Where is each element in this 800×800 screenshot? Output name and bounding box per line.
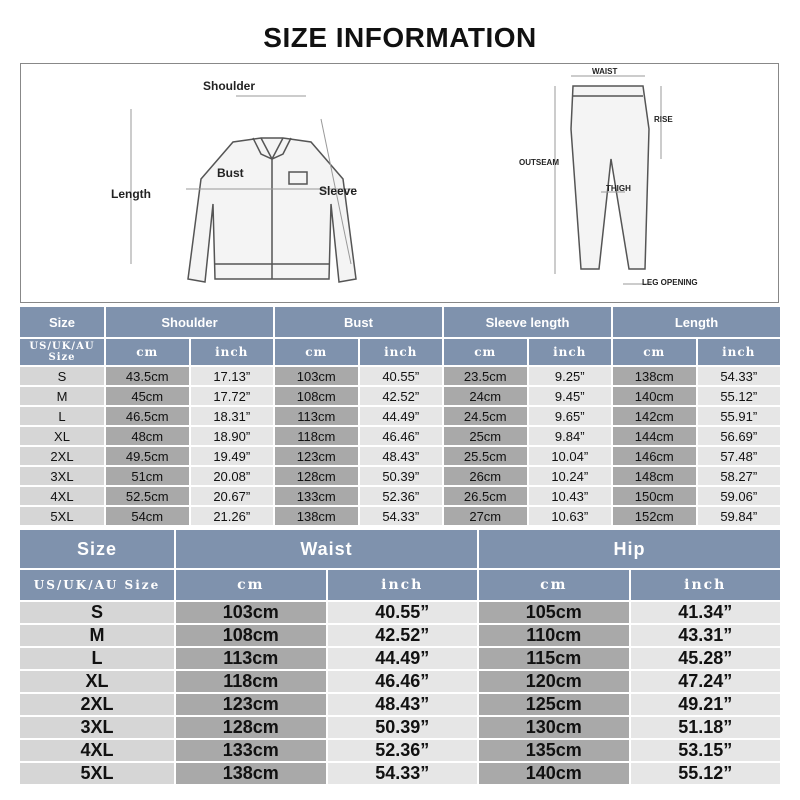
inch-value-cell: 20.67” (191, 487, 274, 505)
cm-value-cell: 110cm (479, 625, 629, 646)
length-label: Length (111, 187, 151, 201)
cm-value-cell: 128cm (275, 467, 358, 485)
cm-value-cell: 54cm (106, 507, 189, 525)
table-row (20, 507, 780, 525)
inch-value-cell: 54.33” (328, 763, 478, 784)
size-cell: M (20, 625, 174, 646)
inch-value-cell: 56.69” (698, 427, 781, 445)
waist-label: WAIST (592, 67, 618, 76)
table-row (20, 487, 780, 505)
cm-value-cell: 125cm (479, 694, 629, 715)
table-row (20, 387, 780, 405)
inch-value-cell: 52.36” (360, 487, 443, 505)
unit-cm: cm (176, 570, 326, 600)
size-cell: 3XL (20, 467, 104, 485)
inch-value-cell: 59.06” (698, 487, 781, 505)
page-title: SIZE INFORMATION (263, 22, 537, 53)
inch-value-cell: 52.36” (328, 740, 478, 761)
size-cell: M (20, 387, 104, 405)
inch-value-cell: 51.18” (631, 717, 781, 738)
sleeve-label: Sleeve (319, 184, 358, 198)
size-cell: 5XL (20, 763, 174, 784)
inch-value-cell: 17.13” (191, 367, 274, 385)
size-cell: 5XL (20, 507, 104, 525)
table-row (20, 740, 780, 761)
size-cell: XL (20, 427, 104, 445)
inch-value-cell: 40.55” (360, 367, 443, 385)
inch-value-cell: 20.08” (191, 467, 274, 485)
cm-value-cell: 24cm (444, 387, 527, 405)
unit-cm: cm (275, 339, 358, 365)
cm-value-cell: 105cm (479, 602, 629, 623)
inch-value-cell: 19.49” (191, 447, 274, 465)
cm-value-cell: 150cm (613, 487, 696, 505)
inch-value-cell: 55.12” (698, 387, 781, 405)
size-subheader: US/UK/AU Size (20, 339, 104, 365)
unit-cm: cm (444, 339, 527, 365)
cm-value-cell: 115cm (479, 648, 629, 669)
cm-value-cell: 113cm (176, 648, 326, 669)
inch-value-cell: 48.43” (328, 694, 478, 715)
cm-value-cell: 128cm (176, 717, 326, 738)
rise-label: RISE (654, 115, 673, 124)
shoulder-label: Shoulder (203, 79, 256, 93)
inch-value-cell: 9.84” (529, 427, 612, 445)
inch-value-cell: 54.33” (360, 507, 443, 525)
inch-value-cell: 21.26” (191, 507, 274, 525)
hip-header: Hip (479, 530, 780, 568)
cm-value-cell: 25cm (444, 427, 527, 445)
inch-value-cell: 59.84” (698, 507, 781, 525)
cm-value-cell: 148cm (613, 467, 696, 485)
unit-cm: cm (479, 570, 629, 600)
size-cell: 2XL (20, 447, 104, 465)
leg-opening-label: LEG OPENING (642, 278, 698, 287)
inch-value-cell: 40.55” (328, 602, 478, 623)
inch-value-cell: 57.48” (698, 447, 781, 465)
inch-value-cell: 17.72” (191, 387, 274, 405)
table-row (20, 717, 780, 738)
inch-value-cell: 10.24” (529, 467, 612, 485)
bust-label: Bust (217, 166, 244, 180)
size-cell: 4XL (20, 487, 104, 505)
size-diagram (20, 63, 779, 303)
unit-inch: inch (328, 570, 478, 600)
unit-inch: inch (360, 339, 443, 365)
cm-value-cell: 130cm (479, 717, 629, 738)
bust-header: Bust (275, 307, 442, 337)
inch-value-cell: 18.90” (191, 427, 274, 445)
top-size-table (18, 305, 782, 527)
inch-value-cell: 10.04” (529, 447, 612, 465)
table-row (20, 447, 780, 465)
table-row (20, 694, 780, 715)
size-cell: L (20, 407, 104, 425)
inch-value-cell: 9.65” (529, 407, 612, 425)
cm-value-cell: 133cm (176, 740, 326, 761)
inch-value-cell: 46.46” (360, 427, 443, 445)
inch-value-cell: 44.49” (360, 407, 443, 425)
size-header: Size (20, 307, 104, 337)
cm-value-cell: 49.5cm (106, 447, 189, 465)
inch-value-cell: 54.33” (698, 367, 781, 385)
table-row (20, 602, 780, 623)
size-cell: S (20, 602, 174, 623)
inch-value-cell: 47.24” (631, 671, 781, 692)
inch-value-cell: 41.34” (631, 602, 781, 623)
unit-cm: cm (613, 339, 696, 365)
table-row (20, 671, 780, 692)
cm-value-cell: 52.5cm (106, 487, 189, 505)
inch-value-cell: 48.43” (360, 447, 443, 465)
inch-value-cell: 58.27” (698, 467, 781, 485)
cm-value-cell: 133cm (275, 487, 358, 505)
cm-value-cell: 27cm (444, 507, 527, 525)
inch-value-cell: 46.46” (328, 671, 478, 692)
inch-value-cell: 42.52” (328, 625, 478, 646)
unit-inch: inch (631, 570, 781, 600)
table-row (20, 625, 780, 646)
inch-value-cell: 44.49” (328, 648, 478, 669)
cm-value-cell: 24.5cm (444, 407, 527, 425)
table-row (20, 467, 780, 485)
size-cell: XL (20, 671, 174, 692)
table-row (20, 367, 780, 385)
length-header: Length (613, 307, 780, 337)
inch-value-cell: 9.25” (529, 367, 612, 385)
sleeve-length-header: Sleeve length (444, 307, 611, 337)
cm-value-cell: 142cm (613, 407, 696, 425)
inch-value-cell: 42.52” (360, 387, 443, 405)
cm-value-cell: 108cm (176, 625, 326, 646)
cm-value-cell: 43.5cm (106, 367, 189, 385)
thigh-label: THIGH (606, 184, 631, 193)
cm-value-cell: 138cm (275, 507, 358, 525)
inch-value-cell: 55.91” (698, 407, 781, 425)
shirt-and-pants-illustration (21, 64, 780, 304)
unit-inch: inch (698, 339, 781, 365)
inch-value-cell: 50.39” (328, 717, 478, 738)
cm-value-cell: 123cm (275, 447, 358, 465)
outseam-label: OUTSEAM (519, 158, 559, 167)
cm-value-cell: 118cm (275, 427, 358, 445)
unit-inch: inch (191, 339, 274, 365)
waist-header: Waist (176, 530, 477, 568)
inch-value-cell: 55.12” (631, 763, 781, 784)
cm-value-cell: 144cm (613, 427, 696, 445)
inch-value-cell: 9.45” (529, 387, 612, 405)
cm-value-cell: 140cm (479, 763, 629, 784)
unit-inch: inch (529, 339, 612, 365)
cm-value-cell: 113cm (275, 407, 358, 425)
cm-value-cell: 103cm (176, 602, 326, 623)
size-cell: L (20, 648, 174, 669)
cm-value-cell: 103cm (275, 367, 358, 385)
cm-value-cell: 51cm (106, 467, 189, 485)
table-row (20, 407, 780, 425)
shoulder-header: Shoulder (106, 307, 273, 337)
cm-value-cell: 140cm (613, 387, 696, 405)
unit-cm: cm (106, 339, 189, 365)
cm-value-cell: 135cm (479, 740, 629, 761)
cm-value-cell: 46.5cm (106, 407, 189, 425)
cm-value-cell: 108cm (275, 387, 358, 405)
inch-value-cell: 10.63” (529, 507, 612, 525)
inch-value-cell: 49.21” (631, 694, 781, 715)
inch-value-cell: 53.15” (631, 740, 781, 761)
size-subheader: US/UK/AU Size (20, 570, 174, 600)
pants-icon (571, 86, 649, 269)
bottom-size-table (18, 528, 782, 786)
cm-value-cell: 146cm (613, 447, 696, 465)
inch-value-cell: 50.39” (360, 467, 443, 485)
inch-value-cell: 18.31” (191, 407, 274, 425)
cm-value-cell: 138cm (176, 763, 326, 784)
cm-value-cell: 152cm (613, 507, 696, 525)
cm-value-cell: 138cm (613, 367, 696, 385)
size-cell: 4XL (20, 740, 174, 761)
inch-value-cell: 10.43” (529, 487, 612, 505)
cm-value-cell: 123cm (176, 694, 326, 715)
inch-value-cell: 43.31” (631, 625, 781, 646)
cm-value-cell: 26.5cm (444, 487, 527, 505)
shirt-icon (188, 138, 356, 282)
size-cell: 2XL (20, 694, 174, 715)
size-header: Size (20, 530, 174, 568)
cm-value-cell: 48cm (106, 427, 189, 445)
cm-value-cell: 25.5cm (444, 447, 527, 465)
cm-value-cell: 118cm (176, 671, 326, 692)
table-row (20, 648, 780, 669)
inch-value-cell: 45.28” (631, 648, 781, 669)
cm-value-cell: 23.5cm (444, 367, 527, 385)
size-cell: 3XL (20, 717, 174, 738)
cm-value-cell: 26cm (444, 467, 527, 485)
table-row (20, 427, 780, 445)
table-row (20, 763, 780, 784)
size-cell: S (20, 367, 104, 385)
cm-value-cell: 45cm (106, 387, 189, 405)
cm-value-cell: 120cm (479, 671, 629, 692)
